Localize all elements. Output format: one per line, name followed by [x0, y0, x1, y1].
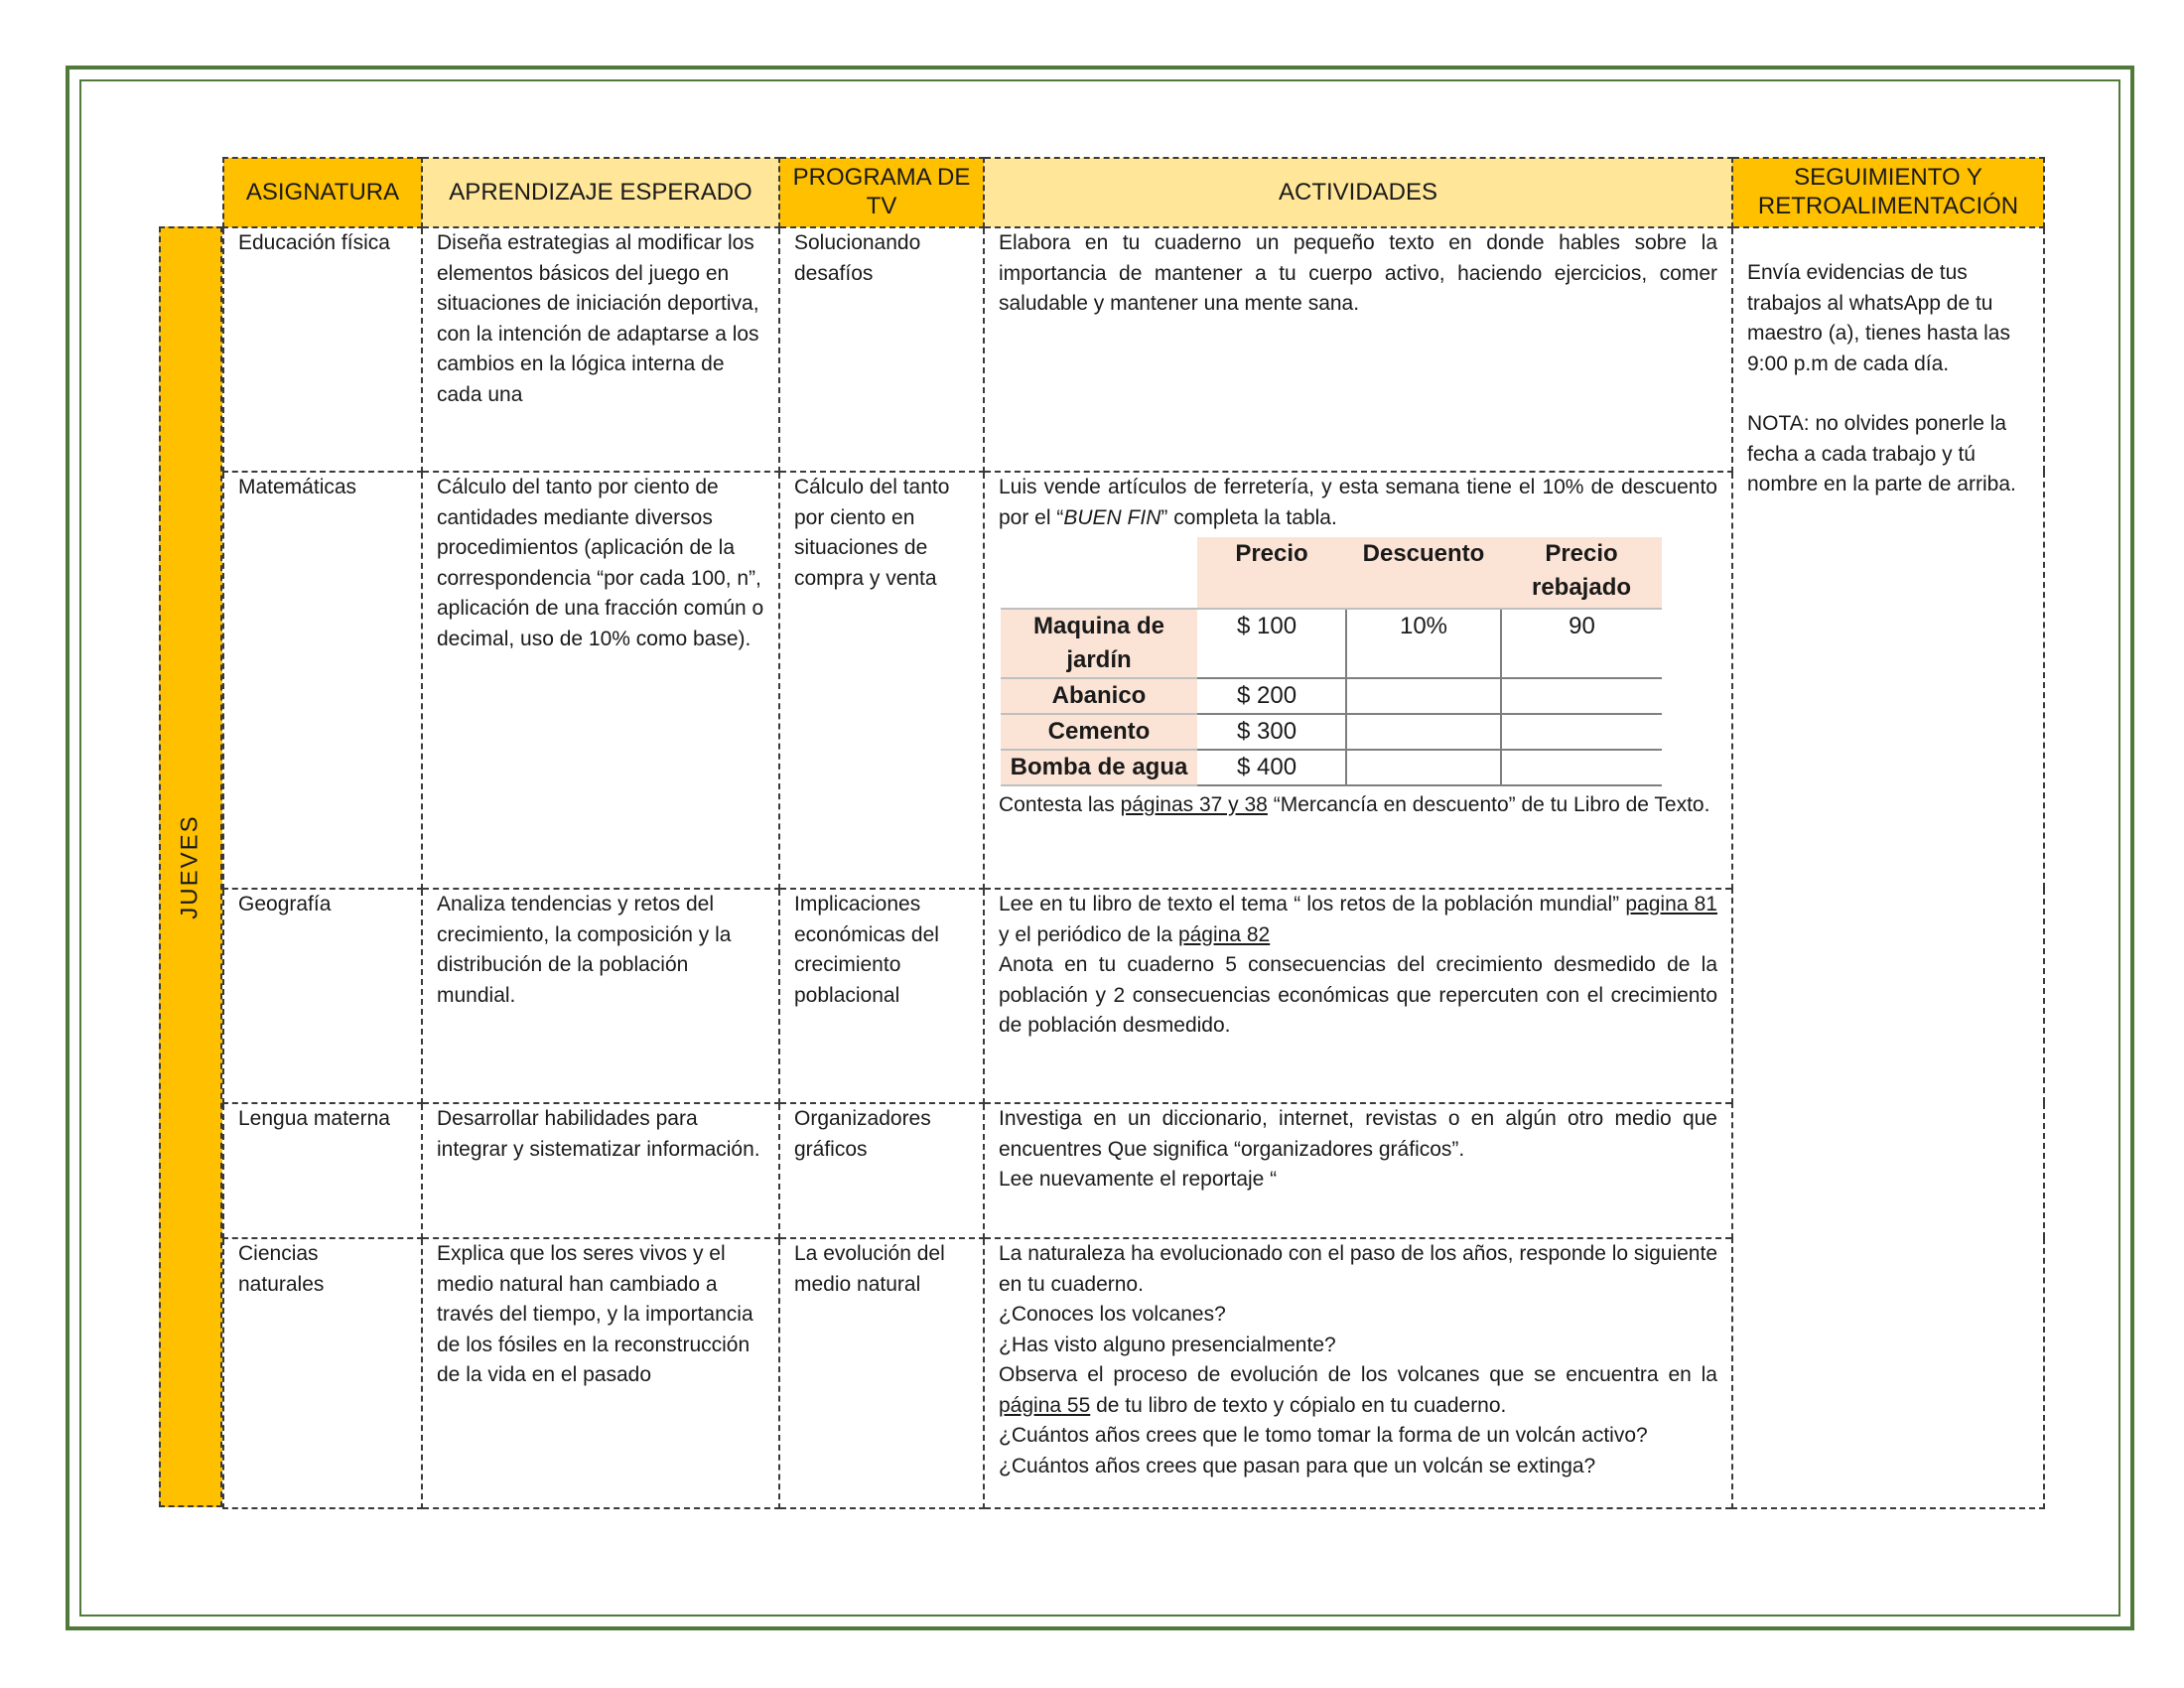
price-table-header	[1001, 537, 1662, 609]
price-value: $ 200	[1197, 678, 1346, 714]
reduced-price-value	[1501, 714, 1662, 750]
day-label-bar	[159, 226, 222, 1507]
subject-cell: Ciencias naturales	[223, 1238, 422, 1508]
program-cell: Organizadores gráficos	[779, 1103, 984, 1238]
learning-cell: Analiza tendencias y retos del crecimiento, la composición y la distribución de la población mundial.	[422, 889, 779, 1103]
header-row	[223, 158, 2044, 227]
price-table	[1001, 537, 1662, 786]
activity-line: Observa el proceso de evolución de los volcanes que se encuentra en la página 55 de tu libro de texto y cópialo en tu cuaderno.	[999, 1363, 1717, 1417]
page-reference: página 55	[999, 1393, 1091, 1417]
lesson-plan-table	[222, 157, 2045, 1509]
activity-outro: Contesta las páginas 37 y 38 “Mercancía en descuento” de tu Libro de Texto.	[999, 793, 1710, 816]
activity-line: Anota en tu cuaderno 5 consecuencias del crecimiento desmedido de la población y 2 consecuencias económicas que repercuten con el crecimiento de población desmedido.	[999, 953, 1717, 1037]
activity-line: La naturaleza ha evolucionado con el paso de los años, responde lo siguiente en tu cuaderno.	[999, 1242, 1717, 1296]
activity-line: Investiga en un diccionario, internet, revistas o en algún otro medio que encuentres Que significa “organizadores gráficos”.	[999, 1107, 1717, 1161]
price-value: $ 300	[1197, 714, 1346, 750]
program-cell: Implicaciones económicas del crecimiento poblacional	[779, 889, 984, 1103]
follow-up-text: Envía evidencias de tus trabajos al whatsApp de tu maestro (a), tienes hasta las 9:00 p.m de cada día.	[1747, 261, 2010, 375]
activities-cell	[984, 1238, 1732, 1508]
activity-line: Lee nuevamente el reportaje “	[999, 1168, 1278, 1191]
price-item: Maquina de jardín	[1001, 609, 1197, 678]
discount-value: 10%	[1346, 609, 1501, 678]
learning-cell: Cálculo del tanto por ciento de cantidades mediante diversos procedimientos (aplicación de la correspondencia “por cada 100, n”, aplicación de una fracción común o decimal, uso de 10% como base).	[422, 472, 779, 889]
follow-up-note: NOTA: no olvides ponerle la fecha a cada trabajo y tú nombre en la parte de arriba.	[1747, 412, 2016, 495]
price-col-header: Descuento	[1346, 537, 1501, 609]
subject-cell: Geografía	[223, 889, 422, 1103]
learning-cell: Diseña estrategias al modificar los elementos básicos del juego en situaciones de iniciación deportiva, con la intención de adaptarse a los cambios en la lógica interna de cada una	[422, 227, 779, 472]
program-cell: Cálculo del tanto por ciento en situaciones de compra y venta	[779, 472, 984, 889]
price-col-header: Precio	[1197, 537, 1346, 609]
discount-value	[1346, 678, 1501, 714]
activity-line: Lee en tu libro de texto el tema “ los retos de la población mundial” pagina 81 y el periódico de la página 82	[999, 893, 1717, 946]
discount-value	[1346, 714, 1501, 750]
subject-cell: Educación física	[223, 227, 422, 472]
price-item: Bomba de agua	[1001, 750, 1197, 785]
price-table-corner	[1001, 537, 1197, 609]
page-reference: páginas 37 y 38	[1120, 793, 1268, 816]
price-col-header: Precio rebajado	[1501, 537, 1662, 609]
activities-cell: Elabora en tu cuaderno un pequeño texto en donde hables sobre la importancia de mantener a tu cuerpo activo, haciendo ejercicios, comer saludable y mantener una mente sana.	[984, 227, 1732, 472]
day-label: JUEVES	[177, 814, 204, 919]
activities-cell	[984, 1103, 1732, 1238]
reduced-price-value	[1501, 678, 1662, 714]
price-value: $ 400	[1197, 750, 1346, 785]
program-cell: Solucionando desafíos	[779, 227, 984, 472]
price-item: Cemento	[1001, 714, 1197, 750]
activity-line: ¿Conoces los volcanes?	[999, 1303, 1226, 1326]
discount-value	[1346, 750, 1501, 785]
price-value: $ 100	[1197, 609, 1346, 678]
learning-cell: Desarrollar habilidades para integrar y sistematizar información.	[422, 1103, 779, 1238]
price-row	[1001, 609, 1662, 678]
header-programa: PROGRAMA DE TV	[779, 158, 984, 227]
page-reference: pagina 81	[1625, 893, 1717, 915]
header-actividades: ACTIVIDADES	[984, 158, 1732, 227]
activity-line: ¿Has visto alguno presencialmente?	[999, 1333, 1336, 1356]
table-row	[223, 227, 2044, 472]
activity-intro: Luis vende artículos de ferretería, y esta semana tiene el 10% de descuento por el “BUEN FIN” completa la tabla.	[999, 476, 1717, 529]
page-reference: página 82	[1177, 922, 1271, 946]
subject-cell: Matemáticas	[223, 472, 422, 889]
price-row	[1001, 714, 1662, 750]
reduced-price-value: 90	[1501, 609, 1662, 678]
price-row	[1001, 750, 1662, 785]
reduced-price-value	[1501, 750, 1662, 785]
activity-line: ¿Cuántos años crees que le tomo tomar la forma de un volcán activo?	[999, 1424, 1648, 1447]
activities-cell	[984, 889, 1732, 1103]
activity-line: ¿Cuántos años crees que pasan para que un volcán se extinga?	[999, 1454, 1596, 1477]
follow-up-cell	[1732, 227, 2044, 1508]
header-seguimiento: SEGUIMIENTO Y RETROALIMENTACIÓN	[1732, 158, 2044, 227]
program-cell: La evolución del medio natural	[779, 1238, 984, 1508]
header-asignatura: ASIGNATURA	[223, 158, 422, 227]
subject-cell: Lengua materna	[223, 1103, 422, 1238]
price-row	[1001, 678, 1662, 714]
learning-cell: Explica que los seres vivos y el medio natural han cambiado a través del tiempo, y la importancia de los fósiles en la reconstrucción de la vida en el pasado	[422, 1238, 779, 1508]
price-item: Abanico	[1001, 678, 1197, 714]
header-aprendizaje: APRENDIZAJE ESPERADO	[422, 158, 779, 227]
activities-cell	[984, 472, 1732, 889]
